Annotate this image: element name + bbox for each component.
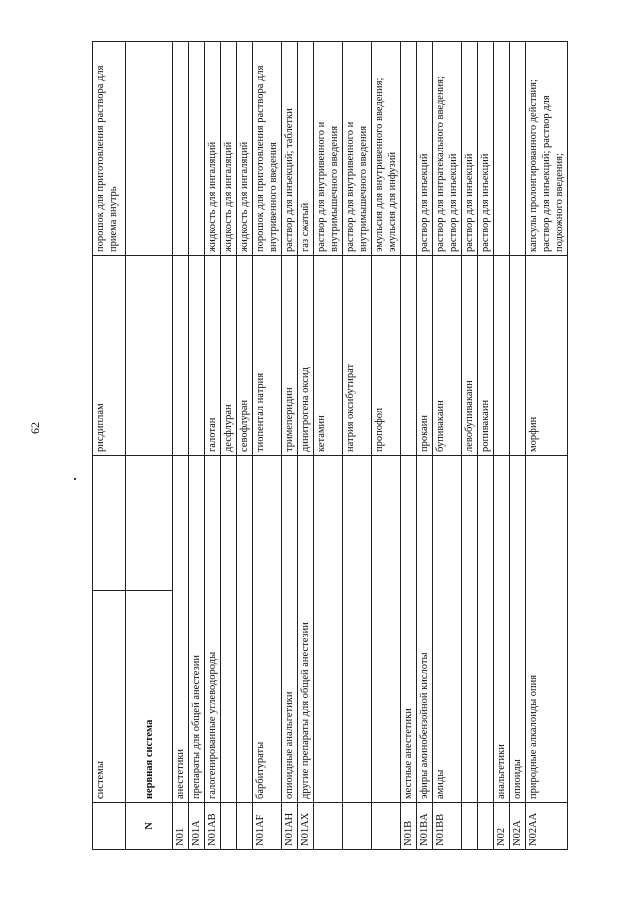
atc-code-cell: N01BB [433, 803, 462, 850]
drug-cell: динитрогена оксид [298, 256, 314, 456]
form-cell [401, 42, 417, 256]
drug-cell: натрия оксибутират [343, 256, 372, 456]
form-cell [189, 42, 205, 256]
drug-cell: морфин [526, 256, 568, 456]
drug-cell: левобупивакаин [462, 256, 478, 456]
header-row-1 [93, 42, 126, 850]
table-row [237, 42, 253, 850]
group-cell: амиды [433, 456, 462, 803]
table-row [221, 42, 237, 850]
atc-code-cell: N01BA [417, 803, 433, 850]
form-cell: раствор для внутривенного и внутримышечного введения [314, 42, 343, 256]
atc-code-cell [314, 803, 343, 850]
group-cell: анальгетики [494, 456, 510, 803]
group-cell [237, 456, 253, 803]
group-cell [462, 456, 478, 803]
group-cell: эфиры аминобензойной кислоты [417, 456, 433, 803]
table-row [478, 42, 494, 850]
atc-code-cell: N01 [173, 803, 189, 850]
header-cell [126, 256, 173, 456]
drug-cell: пропофол [372, 256, 401, 456]
header-cell: системы [93, 591, 126, 803]
group-cell [478, 456, 494, 803]
group-cell: другие препараты для общей анестезии [298, 456, 314, 803]
atc-code-cell: N01AH [282, 803, 298, 850]
group-cell [372, 456, 401, 803]
drug-cell [401, 256, 417, 456]
table-row [173, 42, 189, 850]
form-cell [494, 42, 510, 256]
header-cell [93, 803, 126, 850]
table-row [372, 42, 401, 850]
table-row [282, 42, 298, 850]
form-cell: эмульсия для внутривенного введения; эмульсия для инфузий [372, 42, 401, 256]
atc-code-cell [221, 803, 237, 850]
drug-cell: прокаин [417, 256, 433, 456]
table-row [253, 42, 282, 850]
form-cell: капсулы пролонгированного действия; раствор для инъекций; раствор для подкожного введения; [526, 42, 568, 256]
form-cell: раствор для инъекций; таблетки [282, 42, 298, 256]
header-cell: порошок для приготовления раствора для приема внутрь [93, 42, 126, 256]
table-row [433, 42, 462, 850]
page-number: 62 [28, 422, 42, 434]
header-cell [126, 456, 173, 591]
group-cell: опиоидные анальгетики [282, 456, 298, 803]
drug-cell: ропивакаин [478, 256, 494, 456]
rotated-table-container [92, 42, 574, 850]
atc-code-cell [343, 803, 372, 850]
form-cell: раствор для инъекций [478, 42, 494, 256]
dot-mark [74, 478, 76, 480]
atc-code-cell: N01AB [205, 803, 221, 850]
group-cell: опиоиды [510, 456, 526, 803]
form-cell: раствор для инъекций [462, 42, 478, 256]
drug-cell: тримеперидин [282, 256, 298, 456]
table-row [205, 42, 221, 850]
table-row [189, 42, 205, 850]
group-cell [314, 456, 343, 803]
drug-cell: бупивакаин [433, 256, 462, 456]
drug-cell: десфлуран [221, 256, 237, 456]
table-row [298, 42, 314, 850]
table-row [526, 42, 568, 850]
atc-code-cell [462, 803, 478, 850]
table-row [462, 42, 478, 850]
drug-cell: галотан [205, 256, 221, 456]
group-cell [221, 456, 237, 803]
group-cell: препараты для общей анестезии [189, 456, 205, 803]
atc-code-cell [237, 803, 253, 850]
header-cell [93, 456, 126, 591]
table-row [314, 42, 343, 850]
section-title: нервная система [126, 591, 173, 803]
group-cell: галогенированные углеводороды [205, 456, 221, 803]
table-row [343, 42, 372, 850]
atc-code-cell: N01AF [253, 803, 282, 850]
group-cell: анестетики [173, 456, 189, 803]
drug-cell: кетамин [314, 256, 343, 456]
form-cell: порошок для приготовления раствора для внутривенного введения [253, 42, 282, 256]
form-cell: раствор для интратекального введения; раствор для инъекций [433, 42, 462, 256]
header-row-2 [126, 42, 173, 850]
form-cell: жидкость для ингаляций [205, 42, 221, 256]
drug-cell: тиопентал натрия [253, 256, 282, 456]
drug-cell [494, 256, 510, 456]
group-cell [343, 456, 372, 803]
group-cell: барбитураты [253, 456, 282, 803]
drug-cell [173, 256, 189, 456]
table-row [401, 42, 417, 850]
table-row [510, 42, 526, 850]
group-cell: местные анестетики [401, 456, 417, 803]
atc-code-cell [372, 803, 401, 850]
table-row [494, 42, 510, 850]
drug-table [92, 41, 568, 850]
table-row [417, 42, 433, 850]
group-cell: природные алкалоиды опия [526, 456, 568, 803]
form-cell: газ сжатый [298, 42, 314, 256]
atc-code-cell: N02AA [526, 803, 568, 850]
form-cell: раствор для внутривенного и внутримышечного введения [343, 42, 372, 256]
atc-code-cell: N01AX [298, 803, 314, 850]
atc-code-cell: N02 [494, 803, 510, 850]
form-cell [510, 42, 526, 256]
header-cell: рисдиплам [93, 256, 126, 456]
drug-cell: севофлуран [237, 256, 253, 456]
form-cell [173, 42, 189, 256]
atc-code-cell: N01B [401, 803, 417, 850]
form-cell: жидкость для ингаляций [221, 42, 237, 256]
drug-cell [189, 256, 205, 456]
atc-code-cell [478, 803, 494, 850]
header-cell [126, 42, 173, 256]
form-cell: жидкость для ингаляций [237, 42, 253, 256]
section-code: N [126, 803, 173, 850]
drug-cell [510, 256, 526, 456]
atc-code-cell: N01A [189, 803, 205, 850]
form-cell: раствор для инъекций [417, 42, 433, 256]
atc-code-cell: N02A [510, 803, 526, 850]
